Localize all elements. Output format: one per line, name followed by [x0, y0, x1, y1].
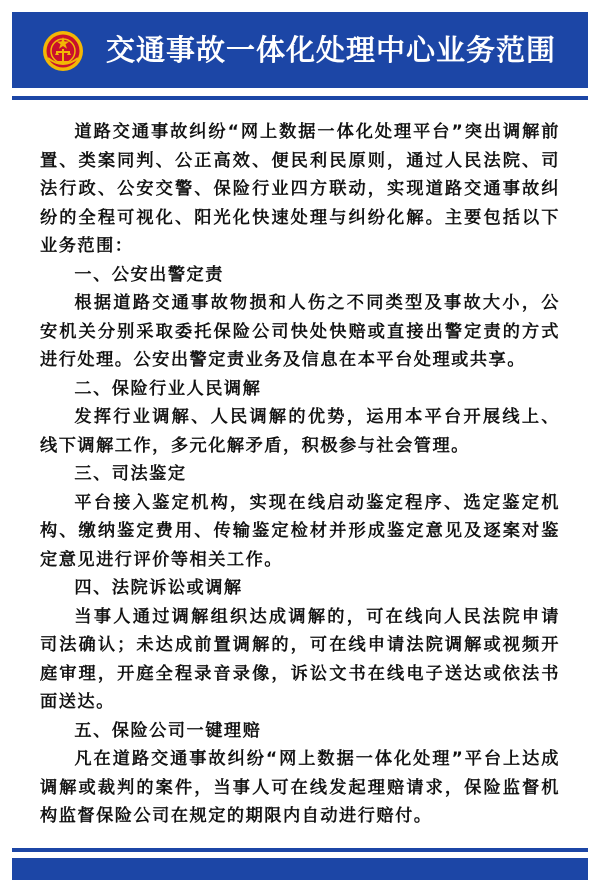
section-body-4: 当事人通过调解组织达成调解的，可在线向人民法院申请司法确认；未达成前置调解的，可在线申请法院调解或视频开庭审理，开庭全程录音录像，诉讼文书在线电子送达或依法书面送达。	[40, 606, 560, 712]
section-heading-1: 一、公安出警定责	[74, 264, 224, 285]
header-divider-stripe	[12, 96, 588, 100]
header-bar	[12, 12, 588, 88]
court-emblem-icon	[42, 30, 84, 72]
section-body-3: 平台接入鉴定机构，实现在线启动鉴定程序、选定鉴定机构、缴纳鉴定费用、传输鉴定检材并形成鉴定意见及逐案对鉴定意见进行评价等相关工作。	[40, 492, 560, 570]
footer-band	[12, 858, 588, 880]
section-heading-2: 二、保险行业人民调解	[74, 378, 262, 399]
section-heading-4: 四、法院诉讼或调解	[74, 578, 243, 598]
content-body	[40, 118, 560, 831]
section-heading-3: 三、司法鉴定	[74, 464, 187, 484]
board-title: 交通事故一体化处理中心业务范围	[106, 33, 557, 67]
section-body-1: 根据道路交通事故物损和人伤之不同类型及事故大小，公安机关分别采取委托保险公司快处快赔或直接出警定责的方式进行处理。公安出警定责业务及信息在本平台处理或共享。	[40, 293, 560, 370]
section-body-5: 凡在道路交通事故纠纷“网上数据一体化处理”平台上达成调解或裁判的案件，当事人可在线发起理赔请求，保险监督机构监督保险公司在规定的期限内自动进行赔付。	[40, 749, 560, 826]
footer-thin-stripe	[12, 848, 588, 852]
section-heading-5: 五、保险公司一键理赔	[74, 720, 262, 741]
section-body-2: 发挥行业调解、人民调解的优势，运用本平台开展线上、线下调解工作，多元化解矛盾，积极参与社会管理。	[40, 407, 560, 456]
intro-paragraph: 道路交通事故纠纷“网上数据一体化处理平台”突出调解前置、类案同判、公正高效、便民利民原则，通过人民法院、司法行政、公安交警、保险行业四方联动，实现道路交通事故纠纷的全程可视化、阳光化快速处理与纠纷化解。主要包括以下业务范围：	[40, 122, 560, 256]
